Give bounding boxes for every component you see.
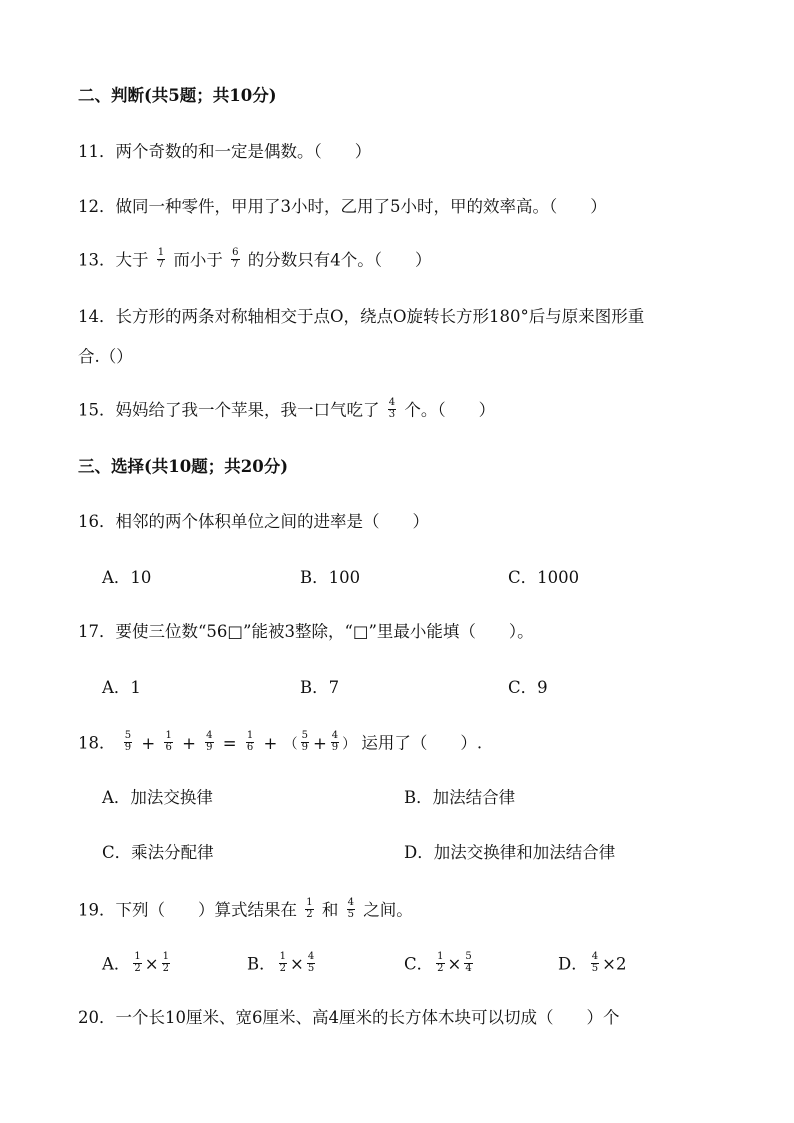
q13-mid: 而小于: [173, 250, 223, 270]
q16-option-a: A．10: [102, 568, 152, 587]
q18-option-a: A．加法交换律: [102, 788, 213, 807]
fraction: $\frac{1}{2}$: [437, 951, 444, 974]
q15-pre: 15．妈妈给了我一个苹果，我一口气吃了: [78, 400, 380, 420]
q17-option-a: A．1: [102, 678, 141, 697]
fraction: $\frac{4}{9}$: [206, 730, 213, 753]
fraction: $\frac{5}{9}$: [301, 730, 308, 753]
question-15: [78, 397, 496, 422]
q16-option-b: B．100: [300, 568, 361, 587]
q15-post: 个。（ ）: [404, 400, 496, 420]
q19-option-a: A． $\frac{1}{2}$ × $\frac{1}{2}$: [102, 951, 169, 974]
plus-sign: +: [182, 733, 196, 753]
fraction: $\frac{6}{7}$: [232, 247, 239, 270]
q18-option-c: C．乘法分配律: [102, 843, 214, 862]
fraction: $\frac{4}{3}$: [388, 397, 396, 420]
section2-title: 二、判断(共5题；共10分): [78, 86, 277, 105]
fraction: $\frac{4}{9}$: [331, 730, 339, 753]
fraction: $\frac{4}{5}$: [347, 897, 354, 920]
question-13: [78, 247, 432, 272]
plus-sign: +: [141, 733, 156, 753]
section3-title: 三、选择(共10题；共20分): [78, 457, 289, 476]
fraction: $\frac{4}{5}$: [307, 951, 315, 974]
question-18: [78, 730, 483, 755]
q17-option-c: C．9: [508, 678, 548, 697]
question-14-line2: 合.（）: [78, 347, 133, 366]
q13-pre: 13．大于: [78, 250, 149, 270]
question-11: 11．两个奇数的和一定是偶数。（ ）: [78, 142, 372, 161]
question-16: 16．相邻的两个体积单位之间的进率是（ ）: [78, 512, 429, 531]
equals-sign: =: [222, 733, 237, 753]
plus-sign: +: [263, 733, 278, 753]
question-17: 17．要使三位数“56□”能被3整除，“□”里最小能填（ ）。: [78, 622, 534, 641]
left-paren: （: [283, 736, 298, 753]
question-20: 20．一个长10厘米、宽6厘米、高4厘米的长方体木块可以切成（ ）个: [78, 1008, 620, 1027]
right-paren: ）: [342, 736, 357, 753]
q18-post: 运用了（ ）.: [361, 733, 483, 753]
question-14-line1: 14．长方形的两条对称轴相交于点O，绕点O旋转长方形180°后与原来图形重: [78, 307, 645, 326]
q18-option-d: D．加法交换律和加法结合律: [404, 843, 616, 862]
q19-option-c: C． $\frac{1}{2}$ × $\frac{5}{4}$: [404, 951, 472, 974]
fraction: $\frac{5}{4}$: [465, 951, 472, 974]
fraction: $\frac{1}{2}$: [134, 951, 141, 974]
q19-option-b: B． $\frac{1}{2}$ × $\frac{4}{5}$: [247, 951, 315, 974]
q19-post: 之间。: [363, 900, 413, 920]
q17-option-b: B．7: [300, 678, 340, 697]
fraction: $\frac{5}{9}$: [124, 730, 132, 753]
fraction: $\frac{1}{7}$: [157, 247, 165, 270]
plus-sign: +: [312, 733, 327, 753]
q13-post: 的分数只有4个。（ ）: [247, 250, 432, 270]
fraction: $\frac{1}{6}$: [246, 730, 254, 753]
fraction: $\frac{1}{2}$: [279, 951, 287, 974]
q19-pre: 19．下列（ ）算式结果在: [78, 900, 297, 920]
fraction: $\frac{1}{2}$: [162, 951, 169, 974]
fraction: $\frac{1}{2}$: [306, 897, 313, 920]
q18-num: 18．: [78, 733, 116, 753]
fraction: $\frac{4}{5}$: [591, 951, 599, 974]
q18-option-b: B．加法结合律: [404, 788, 516, 807]
fraction: $\frac{1}{6}$: [165, 730, 172, 753]
question-12: 12．做同一种零件，甲用了3小时，乙用了5小时，甲的效率高。（ ）: [78, 197, 607, 216]
question-19: [78, 897, 413, 922]
q19-mid: 和: [321, 900, 339, 920]
q19-option-d: D． $\frac{4}{5}$ ×2: [558, 951, 627, 974]
q16-option-c: C．1000: [508, 568, 580, 587]
